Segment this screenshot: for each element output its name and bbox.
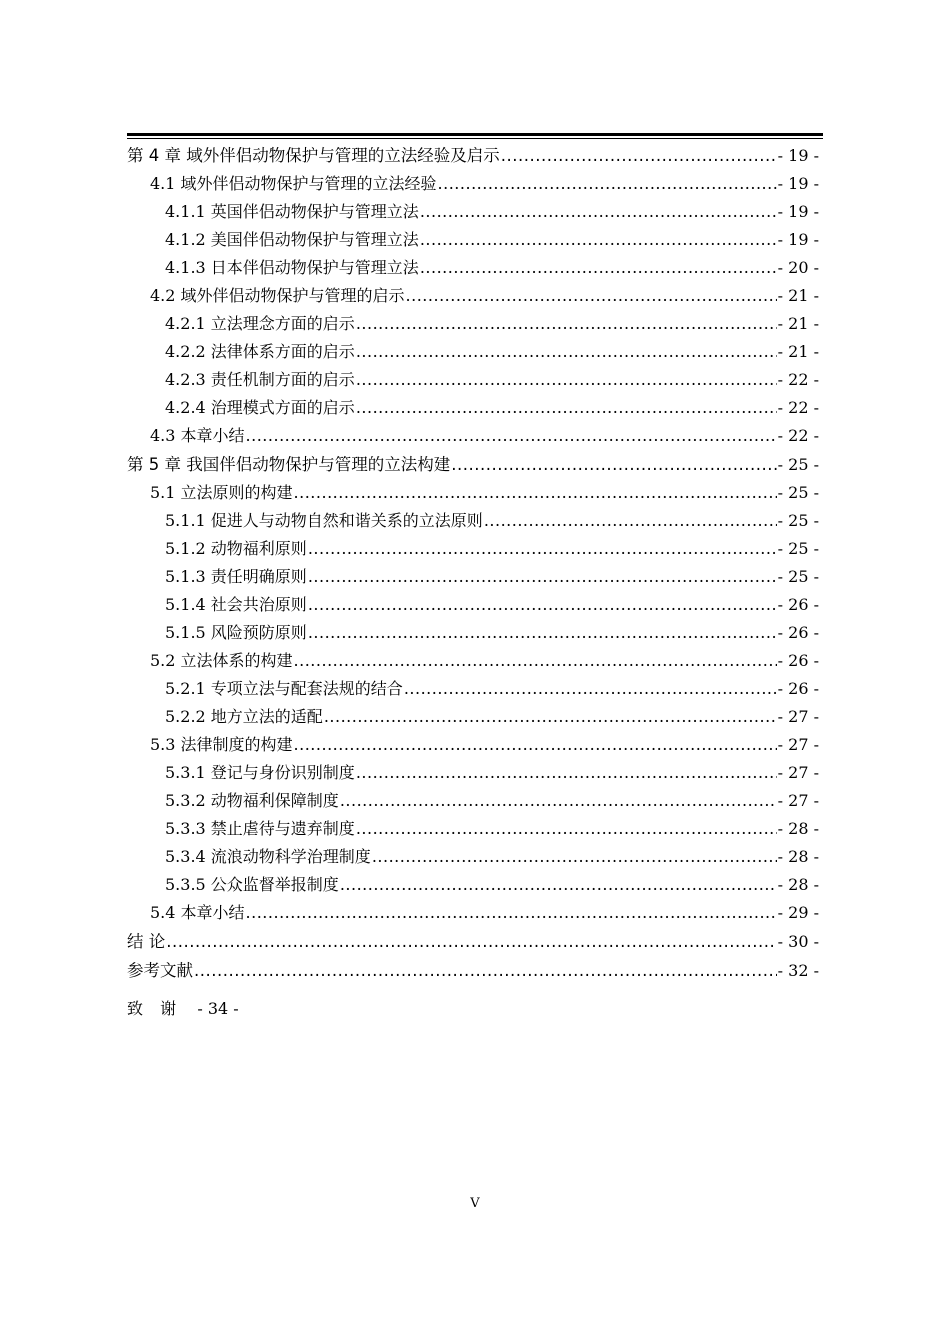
toc-entry-title: 第 5 章 我国伴侣动物保护与管理的立法构建 [127, 455, 451, 474]
toc-entry[interactable] [127, 815, 819, 843]
acknowledgement-page: - 34 - [197, 999, 239, 1018]
toc-entry-page: - 26 - [777, 651, 819, 670]
toc-entry[interactable] [127, 198, 819, 226]
toc-leader-dots [356, 338, 777, 366]
toc-entry[interactable] [127, 563, 819, 591]
toc-entry-title: 4.2.2 法律体系方面的启示 [165, 342, 355, 361]
table-of-contents [127, 141, 819, 985]
toc-entry-title: 5.3.2 动物福利保障制度 [165, 791, 339, 810]
toc-entry-title: 结 论 [127, 932, 166, 951]
toc-entry-page: - 29 - [777, 903, 819, 922]
toc-entry-title: 4.2.1 立法理念方面的启示 [165, 314, 355, 333]
toc-entry[interactable] [127, 450, 819, 479]
toc-entry[interactable] [127, 254, 819, 282]
toc-entry-title: 4.1.2 美国伴侣动物保护与管理立法 [165, 230, 419, 249]
toc-entry-page: - 25 - [777, 483, 819, 502]
toc-entry[interactable] [127, 226, 819, 254]
toc-entry-page: - 25 - [777, 539, 819, 558]
toc-entry-page: - 25 - [777, 455, 819, 474]
toc-leader-dots [308, 591, 777, 619]
toc-leader-dots [356, 815, 777, 843]
toc-leader-dots [246, 422, 777, 450]
toc-entry-title: 5.1.4 社会共治原则 [165, 595, 307, 614]
toc-leader-dots [438, 170, 777, 198]
toc-leader-dots [420, 198, 777, 226]
toc-leader-dots [372, 843, 777, 871]
toc-entry-title: 5.3.4 流浪动物科学治理制度 [165, 847, 371, 866]
toc-entry-title: 4.2 域外伴侣动物保护与管理的启示 [150, 286, 405, 305]
toc-entry-page: - 19 - [777, 202, 819, 221]
toc-leader-dots [294, 479, 777, 507]
toc-leader-dots [420, 254, 777, 282]
toc-entry-page: - 26 - [777, 595, 819, 614]
toc-entry-page: - 22 - [777, 370, 819, 389]
toc-entry-title: 5.2.2 地方立法的适配 [165, 707, 323, 726]
toc-entry-page: - 25 - [777, 511, 819, 530]
toc-entry-title: 4.1.1 英国伴侣动物保护与管理立法 [165, 202, 419, 221]
toc-entry-page: - 19 - [777, 146, 819, 165]
toc-leader-dots [324, 703, 777, 731]
toc-leader-dots [420, 226, 777, 254]
toc-leader-dots [451, 450, 776, 479]
toc-leader-dots [294, 647, 777, 675]
toc-entry-page: - 28 - [777, 847, 819, 866]
toc-entry-page: - 27 - [777, 763, 819, 782]
toc-entry-title: 5.2 立法体系的构建 [150, 651, 293, 670]
toc-leader-dots [356, 366, 777, 394]
toc-entry-title: 4.1.3 日本伴侣动物保护与管理立法 [165, 258, 419, 277]
toc-entry-page: - 25 - [777, 567, 819, 586]
toc-entry[interactable] [127, 843, 819, 871]
toc-entry-page: - 22 - [777, 426, 819, 445]
toc-entry-title: 5.2.1 专项立法与配套法规的结合 [165, 679, 403, 698]
toc-entry-page: - 28 - [777, 819, 819, 838]
toc-leader-dots [166, 927, 776, 956]
toc-entry-title: 参考文献 [127, 961, 193, 980]
toc-entry-title: 5.3.3 禁止虐待与遗弃制度 [165, 819, 355, 838]
toc-entry-title: 第 4 章 域外伴侣动物保护与管理的立法经验及启示 [127, 146, 500, 165]
toc-entry-page: - 21 - [777, 314, 819, 333]
toc-leader-dots [294, 731, 777, 759]
toc-entry[interactable] [127, 759, 819, 787]
toc-entry-page: - 21 - [777, 342, 819, 361]
toc-entry[interactable] [127, 927, 819, 956]
toc-entry-page: - 32 - [777, 961, 819, 980]
toc-entry-title: 4.2.4 治理模式方面的启示 [165, 398, 355, 417]
header-rule-thick [127, 133, 823, 136]
toc-entry-title: 5.4 本章小结 [150, 903, 245, 922]
toc-entry-page: - 20 - [777, 258, 819, 277]
acknowledgement-entry [127, 995, 239, 1023]
toc-entry[interactable] [127, 282, 819, 310]
toc-entry[interactable] [127, 731, 819, 759]
toc-entry-title: 5.3.1 登记与身份识别制度 [165, 763, 355, 782]
toc-entry-page: - 19 - [777, 174, 819, 193]
toc-leader-dots [340, 871, 777, 899]
toc-entry[interactable] [127, 956, 819, 985]
toc-entry-title: 5.1.1 促进人与动物自然和谐关系的立法原则 [165, 511, 483, 530]
toc-entry-title: 5.1.2 动物福利原则 [165, 539, 307, 558]
toc-leader-dots [484, 507, 777, 535]
toc-entry[interactable] [127, 787, 819, 815]
toc-entry[interactable] [127, 703, 819, 731]
toc-leader-dots [356, 394, 777, 422]
toc-entry[interactable] [127, 170, 819, 198]
toc-entry-page: - 26 - [777, 623, 819, 642]
toc-leader-dots [404, 675, 777, 703]
toc-entry-title: 5.1.5 风险预防原则 [165, 623, 307, 642]
toc-entry[interactable] [127, 141, 819, 170]
toc-entry-title: 4.1 域外伴侣动物保护与管理的立法经验 [150, 174, 437, 193]
toc-entry-page: - 26 - [777, 679, 819, 698]
toc-leader-dots [406, 282, 777, 310]
toc-leader-dots [194, 956, 777, 985]
toc-entry[interactable] [127, 479, 819, 507]
toc-entry[interactable] [127, 619, 819, 647]
toc-entry[interactable] [127, 675, 819, 703]
toc-leader-dots [246, 899, 777, 927]
toc-leader-dots [340, 787, 777, 815]
toc-entry-page: - 27 - [777, 735, 819, 754]
acknowledgement-title: 致 谢 [127, 999, 183, 1018]
toc-entry[interactable] [127, 394, 819, 422]
toc-entry[interactable] [127, 507, 819, 535]
toc-leader-dots [308, 619, 777, 647]
toc-entry-title: 5.3.5 公众监督举报制度 [165, 875, 339, 894]
toc-entry[interactable] [127, 535, 819, 563]
toc-entry-page: - 28 - [777, 875, 819, 894]
toc-entry-title: 4.3 本章小结 [150, 426, 245, 445]
toc-entry[interactable] [127, 338, 819, 366]
toc-entry[interactable] [127, 647, 819, 675]
toc-leader-dots [501, 141, 777, 170]
toc-entry[interactable] [127, 899, 819, 927]
toc-entry[interactable] [127, 591, 819, 619]
toc-entry-page: - 27 - [777, 707, 819, 726]
toc-entry-page: - 30 - [777, 932, 819, 951]
toc-entry[interactable] [127, 366, 819, 394]
toc-entry[interactable] [127, 422, 819, 450]
toc-entry-page: - 27 - [777, 791, 819, 810]
toc-entry-title: 5.1 立法原则的构建 [150, 483, 293, 502]
toc-leader-dots [356, 759, 777, 787]
toc-leader-dots [308, 563, 777, 591]
header-rule-thin [127, 138, 823, 139]
toc-entry-page: - 21 - [777, 286, 819, 305]
toc-entry-page: - 22 - [777, 398, 819, 417]
toc-entry-page: - 19 - [777, 230, 819, 249]
toc-entry-title: 4.2.3 责任机制方面的启示 [165, 370, 355, 389]
toc-entry[interactable] [127, 871, 819, 899]
toc-leader-dots [308, 535, 777, 563]
toc-entry[interactable] [127, 310, 819, 338]
footer-page-number: V [470, 1196, 480, 1211]
toc-leader-dots [356, 310, 777, 338]
toc-entry-title: 5.1.3 责任明确原则 [165, 567, 307, 586]
toc-entry-title: 5.3 法律制度的构建 [150, 735, 293, 754]
